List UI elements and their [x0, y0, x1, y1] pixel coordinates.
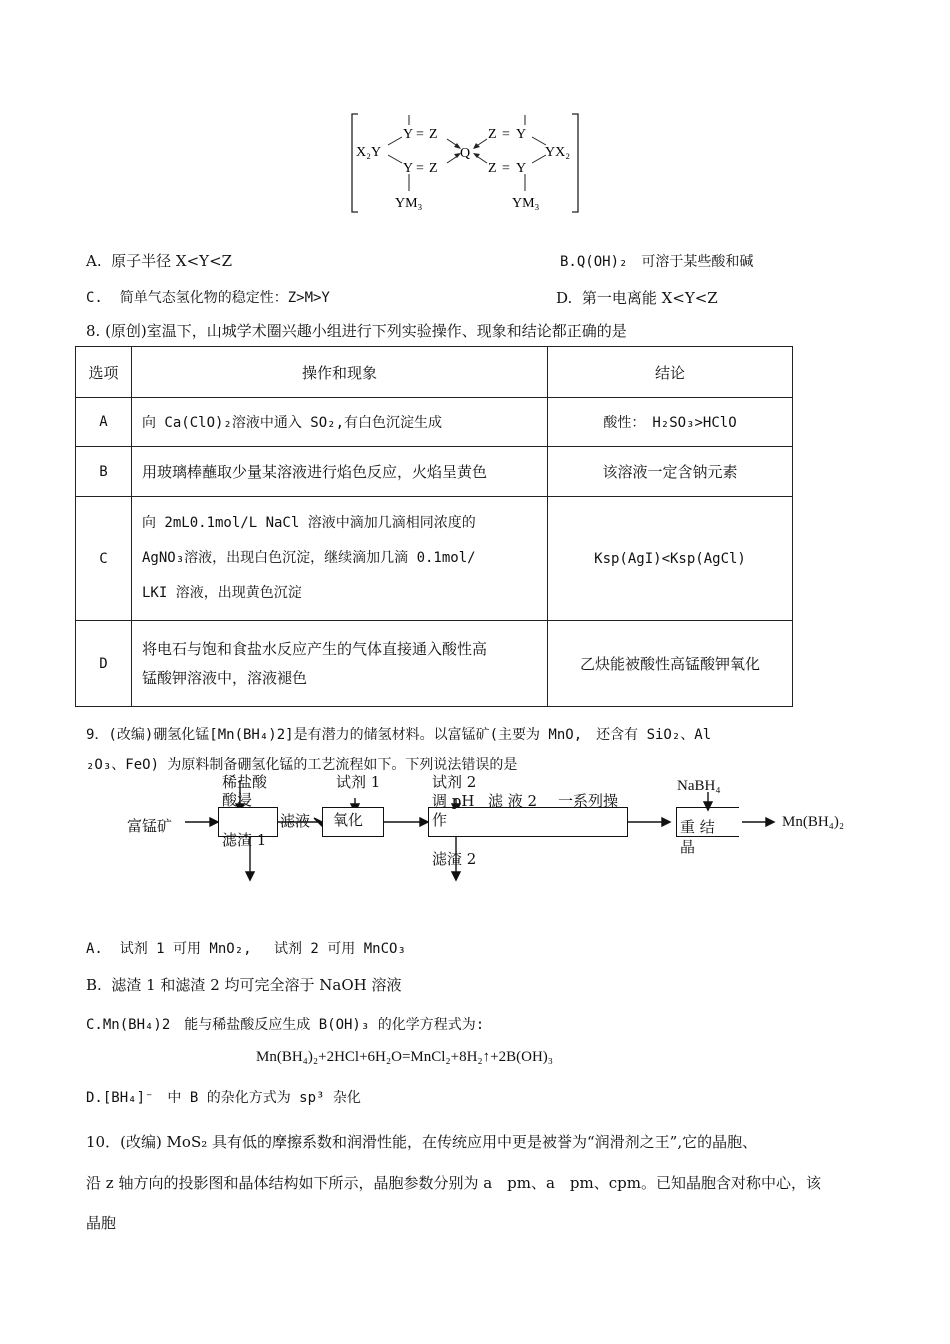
- atom-y-top-left: Y: [403, 127, 414, 142]
- double-bond-bot-left: =: [416, 161, 424, 176]
- atom-ym3-left: YM₃: [395, 196, 423, 211]
- flow-operation-cont: 作: [432, 811, 448, 829]
- flow-oxidize: 氧化: [333, 811, 364, 829]
- q9-option-c-label: C.: [86, 1017, 103, 1033]
- flow-adjust-ph: 调 pH: [432, 792, 475, 810]
- q7-option-d-label: D.: [556, 289, 573, 307]
- atom-z-bot-left: Z: [429, 161, 438, 176]
- row-c-option: C: [76, 497, 132, 621]
- row-b-operation: 用玻璃棒蘸取少量某溶液进行焰色反应，火焰呈黄色: [132, 447, 548, 497]
- flow-recrystallize-2: 晶: [680, 838, 696, 856]
- table-row: [76, 621, 793, 707]
- row-a-option: A: [76, 398, 132, 447]
- table-row: [76, 398, 793, 447]
- flow-reagent-1: 试剂 1: [336, 773, 381, 791]
- row-c-line-3: LKI 溶液，出现黄色沉淀: [142, 585, 302, 601]
- flow-filtrate: 滤液: [280, 812, 311, 830]
- atom-y-top-right: Y: [516, 127, 527, 142]
- flow-series-operation: 一系列操: [558, 792, 619, 810]
- atom-y-bot-left: Y: [403, 161, 414, 176]
- flow-filtrate-2: 滤 液 2: [488, 792, 538, 810]
- atom-yx2-right: YX₂: [545, 145, 571, 160]
- table-row: [76, 497, 793, 621]
- atom-z-bot-right: Z: [488, 161, 497, 176]
- q7-option-b-text: Q(OH)₂ 可溶于某些酸和碱: [576, 254, 754, 270]
- row-d-line-2: 锰酸钾溶液中，溶液褪色: [142, 668, 308, 687]
- header-conclusion: 结论: [548, 347, 793, 398]
- atom-z-top-left: Z: [429, 127, 438, 142]
- row-c-operation: [132, 497, 548, 621]
- q9-option-b-text: 滤渣 1 和滤渣 2 均可完全溶于 NaOH 溶液: [111, 976, 402, 994]
- row-b-option: B: [76, 447, 132, 497]
- row-c-line-2: AgNO₃溶液，出现白色沉淀，继续滴加几滴 0.1mol/: [142, 550, 476, 566]
- q9-stem-line-2: ₂O₃、FeO) 为原料制备硼氢化锰的工艺流程如下。下列说法错误的是: [86, 757, 518, 773]
- row-d-operation: [132, 621, 548, 707]
- flow-residue-2: 滤渣 2: [432, 850, 477, 868]
- q9-option-b: [86, 974, 402, 995]
- q7-option-a-text: 原子半径 X<Y<Z: [111, 252, 233, 270]
- q9-option-a-label: A.: [86, 941, 103, 957]
- row-a-conclusion: 酸性： H₂SO₃>HClO: [548, 398, 793, 447]
- double-bond-bot-right: =: [502, 161, 510, 176]
- double-bond-top-left: =: [416, 127, 424, 142]
- q8-stem: 8. (原创)室温下，山城学术圈兴趣小组进行下列实验操作、现象和结论都正确的是: [86, 322, 627, 340]
- q8-table: [75, 346, 793, 707]
- q10-line-3: 晶胞: [86, 1214, 117, 1232]
- q7-option-a-label: A.: [86, 252, 102, 270]
- row-b-conclusion: 该溶液一定含钠元素: [548, 447, 793, 497]
- adjust-ph-box: [428, 807, 628, 837]
- table-header-row: [76, 347, 793, 398]
- atom-z-top-right: Z: [488, 127, 497, 142]
- q9-option-d-text: [BH₄]⁻ 中 B 的杂化方式为 sp³ 杂化: [102, 1090, 361, 1106]
- double-bond-top-right: =: [502, 127, 510, 142]
- q7-option-d-text: 第一电离能 X<Y<Z: [581, 289, 718, 307]
- q10-line-2: 沿 z 轴方向的投影图和晶体结构如下所示，晶胞参数分别为 a pm、a pm、cpm。已知晶胞含对称中心，该: [86, 1174, 821, 1192]
- q7-option-c: [86, 287, 330, 307]
- q9-option-c-text: Mn(BH₄)2 能与稀盐酸反应生成 B(OH)₃ 的化学方程式为:: [102, 1017, 485, 1033]
- row-c-line-1: 向 2mL0.1mol/L NaCl 溶液中滴加几滴相同浓度的: [142, 515, 476, 531]
- row-c-conclusion: Ksp(AgI)<Ksp(AgCl): [548, 497, 793, 621]
- header-operation: 操作和现象: [132, 347, 548, 398]
- row-d-line-1: 将电石与饱和食盐水反应产生的气体直接通入酸性高: [142, 639, 488, 658]
- q9-option-d: [86, 1087, 361, 1107]
- flow-recrystallize-1: 重 结: [680, 818, 715, 836]
- atom-q: Q: [460, 146, 471, 161]
- left-bracket: [352, 114, 358, 212]
- q9-equation: Mn(BH₄)₂+2HCl+6H₂O=MnCl₂+8H₂↑+2B(OH)₃: [256, 1049, 554, 1065]
- flow-residue-1: 滤渣 1: [222, 831, 267, 849]
- coordination-structure-diagram: [340, 108, 590, 218]
- q9-option-a-text: 试剂 1 可用 MnO₂, 试剂 2 可用 MnCO₃: [119, 941, 406, 957]
- q7-option-b: [560, 251, 753, 271]
- flow-product: Mn(BH₄)₂: [782, 814, 845, 830]
- table-row: [76, 447, 793, 497]
- atom-y-bot-right: Y: [516, 161, 527, 176]
- q9-option-d-label: D.: [86, 1090, 103, 1106]
- row-d-option: D: [76, 621, 132, 707]
- atom-x2y-left: X₂Y: [356, 145, 382, 160]
- row-a-operation: 向 Ca(ClO)₂溶液中通入 SO₂,有白色沉淀生成: [132, 398, 548, 447]
- q7-option-c-label: C.: [86, 290, 103, 306]
- q9-option-c: [86, 1014, 484, 1034]
- flow-reagent-2: 试剂 2: [432, 773, 477, 791]
- q7-option-a: [86, 250, 232, 271]
- flow-ore: 富锰矿: [127, 817, 173, 835]
- q7-option-d: [556, 287, 718, 308]
- q9-option-b-label: B.: [86, 976, 102, 994]
- flow-nabh4: NaBH₄: [677, 778, 721, 794]
- flow-acid-line-1: 稀盐酸: [222, 773, 268, 791]
- header-option: 选项: [76, 347, 132, 398]
- flow-acid-line-2: 酸浸: [222, 791, 253, 809]
- q9-option-a: [86, 938, 406, 958]
- right-bracket: [572, 114, 578, 212]
- q10-line-1: 10．(改编) MoS₂ 具有低的摩擦系数和润滑性能，在传统应用中更是被誉为“润滑剂之王”,它的晶胞、: [86, 1133, 758, 1151]
- row-d-conclusion: 乙炔能被酸性高锰酸钾氧化: [548, 621, 793, 707]
- atom-ym3-right: YM₃: [512, 196, 540, 211]
- q9-stem-line-1: 9．(改编)硼氢化锰[Mn(BH₄)2]是有潜力的储氢材料。以富锰矿(主要为 MnO, 还含有 SiO₂、Al: [86, 727, 712, 743]
- q7-option-b-label: B.: [560, 254, 577, 270]
- q7-option-c-text: 简单气态氢化物的稳定性：Z>M>Y: [119, 290, 330, 306]
